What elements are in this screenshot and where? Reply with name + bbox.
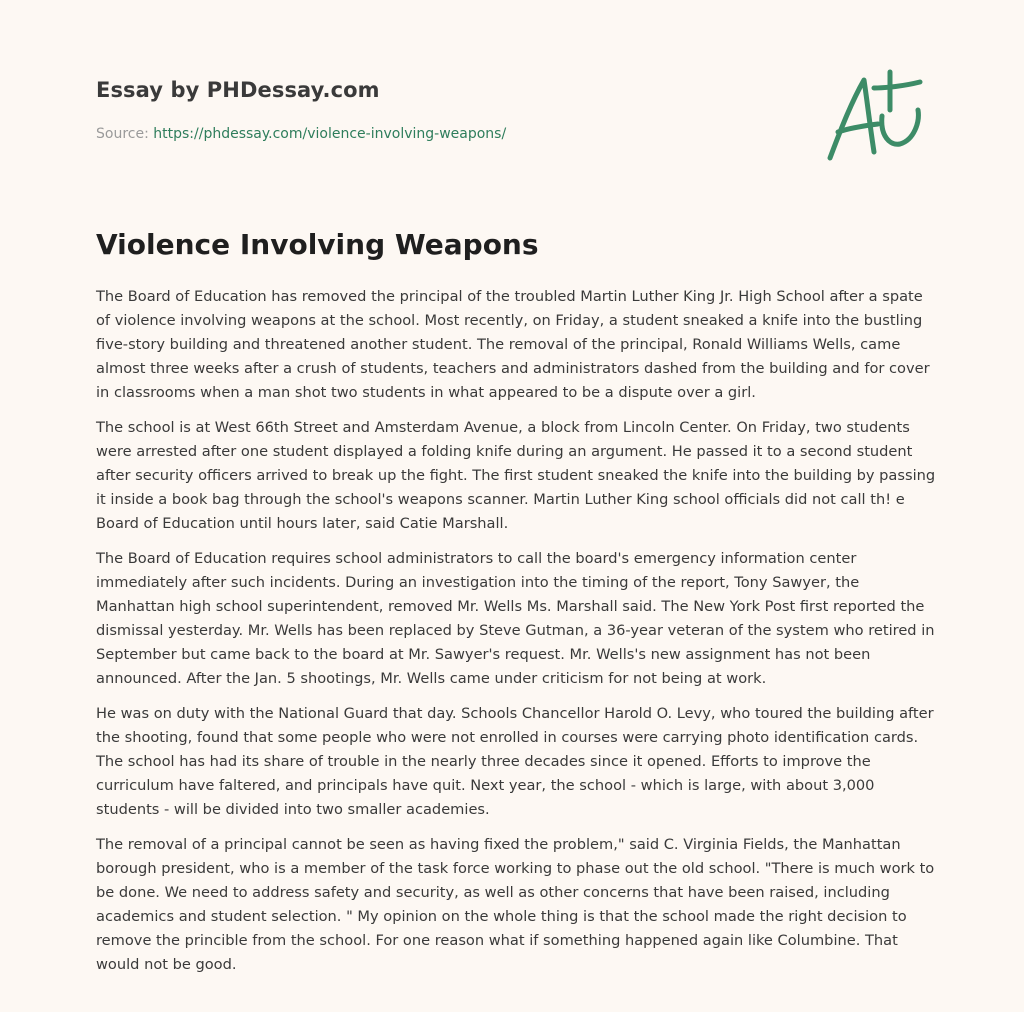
source-label: Source: xyxy=(96,126,154,142)
article-body xyxy=(96,285,936,988)
paragraph: The Board of Education requires school administrators to call the board's emergency information center immediately after such incidents. During an investigation into the timing of the report, Tony Sawyer, the Manhattan high school superintendent, removed Mr. Wells Ms. Marshall said. The New York Post first reported the dismissal yesterday. Mr. Wells has been replaced by Steve Gutman, a 36-year veteran of the system who retired in September but came back to the board at Mr. Sawyer's request. Mr. Wells's new assignment has not been announced. After the Jan. 5 shootings, Mr. Wells came under criticism for not being at work. xyxy=(96,550,935,687)
source-link[interactable]: https://phdessay.com/violence-involving-weapons/ xyxy=(153,126,507,142)
plus-horizontal-stroke xyxy=(874,82,920,88)
a-plus-icon xyxy=(820,66,930,166)
paragraph: The school is at West 66th Street and Amsterdam Avenue, a block from Lincoln Center. On Friday, two students were arrested after one student displayed a folding knife during an argument. He passed it to a second student after security officers arrived to break up the fight. The first student sneaked the knife into the building by passing it inside a book bag through the school's weapons scanner. Martin Luther King school officials did not call th! e Board of Education until hours later, said Catie Marshall. xyxy=(96,419,936,532)
paragraph: The removal of a principal cannot be seen as having fixed the problem," said C. Virginia Fields, the Manhattan borough president, who is a member of the task force working to phase out the old school. "There is much work to be done. We need to address safety and security, as well as other concerns that have been raised, including academics and student selection. " My opinion on the whole thing is that the school made the right decision to remove the princible from the school. For one reason what if something happened again like Columbine. That would not be good. xyxy=(96,836,935,973)
source-line xyxy=(96,124,796,144)
paragraph: He was on duty with the National Guard that day. Schools Chancellor Harold O. Levy, who toured the building after the shooting, found that some people who were not enrolled in courses were carrying photo identification cards. The school has had its share of trouble in the nearly three decades since it opened. Efforts to improve the curriculum have faltered, and principals have quit. Next year, the school - which is large, with about 3,000 students - will be divided into two smaller academies. xyxy=(96,705,934,818)
header xyxy=(96,76,796,144)
site-brand: Essay by PHDessay.com xyxy=(96,78,380,102)
paragraph: The Board of Education has removed the principal of the troubled Martin Luther King Jr. High School after a spate of violence involving weapons at the school. Most recently, on Friday, a student sneaked a knife into the bustling five-story building and threatened another student. The removal of the principal, Ronald Williams Wells, came almost three weeks after a crush of students, teachers and administrators dashed from the building and for cover in classrooms when a man shot two students in what appeared to be a dispute over a girl. xyxy=(96,288,930,401)
hook-stroke xyxy=(882,110,919,144)
page-title: Violence Involving Weapons xyxy=(96,228,539,261)
a-letter-stroke xyxy=(830,80,874,158)
